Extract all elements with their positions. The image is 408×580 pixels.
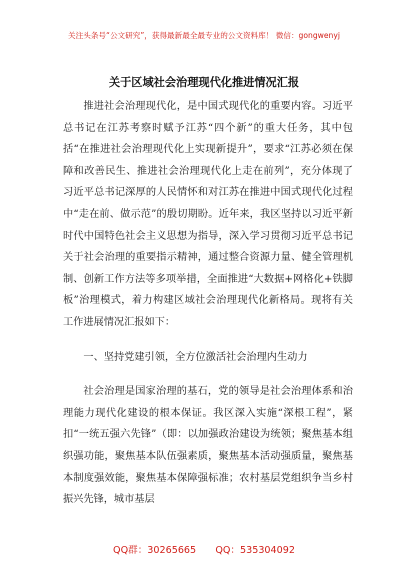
section-1-paragraph: 社会治理是国家治理的基石，党的领导是社会治理体系和治理能力现代化建设的根本保证。我区深入实施“深根工程”，紧扣“一统五强六先锋”（即：以加强政治建设为统领；聚焦基本组织强功能，聚焦基本队伍强素质，聚焦基本活动强质量，聚焦基本制度强效能，聚焦基本保障强标准；农村基层党组织争当乡村振兴先锋，城市基层 [63,386,353,506]
footer-contact: QQ群：30265665 QQ：535304092 [113,545,295,556]
section-heading-1: 一、坚持党建引领，全方位激活社会治理内生动力 [83,351,308,363]
intro-paragraph: 推进社会治理现代化，是中国式现代化的重要内容。习近平总书记在江苏考察时赋予江苏“四个新”的重大任务，其中包括“在推进社会治理现代化上实现新提升”，要求“江苏必须在保障和改善民生、推进社会治理现代化上走在前列”，充分体现了习近平总书记深厚的人民情怀和对江苏在推进中国式现代化过程中“走在前、做示范”的殷切期盼。近年来，我区坚持以习近平新时代中国特色社会主义思想为指导，深入学习贯彻习近平总书记关于社会治理的重要指示精神，通过整合资源力量、健全管理机制、创新工作方法等多项举措，全面推进“大数据+网格化+铁脚板”治理模式，着力构建区域社会治理现代化新格局。现将有关工作进展情况汇报如下： [63,101,353,328]
header-notice: 关注头条号“公文研究”，获得最新最全最专业的公文资料库！ 微信：gongwenyj [68,31,340,40]
document-body [63,96,353,511]
document-title: 关于区域社会治理现代化推进情况汇报 [108,76,300,89]
